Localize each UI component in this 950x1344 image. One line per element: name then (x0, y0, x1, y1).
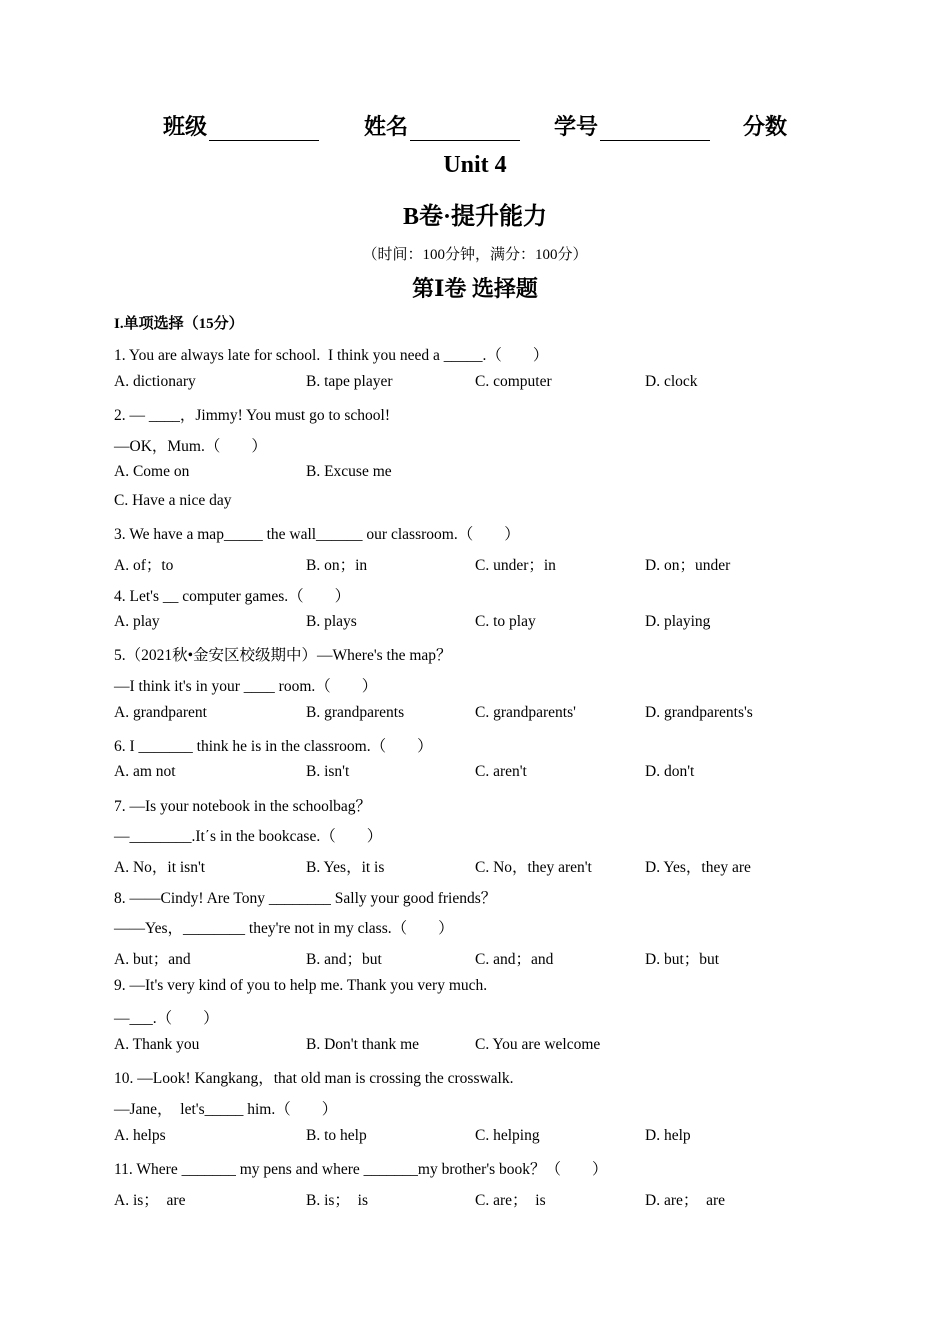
question-7: 7. —Is your notebook in the schoolbag？ (114, 798, 372, 815)
q5-option-b[interactable]: B. grandparents (306, 704, 405, 721)
student-id-field[interactable] (554, 110, 710, 141)
section-title: I.单项选择（15分） (114, 316, 244, 332)
name-label: 姓名 (364, 114, 409, 139)
q10-option-c[interactable]: C. helping (475, 1127, 540, 1144)
name-field[interactable] (364, 110, 520, 141)
q9-option-a[interactable]: A. Thank you (114, 1036, 200, 1053)
q11-option-d[interactable]: D. are； are (645, 1192, 726, 1209)
class-field[interactable] (163, 110, 319, 141)
question-10: 10. —Look! Kangkang，that old man is crossing the crosswalk. (114, 1070, 514, 1087)
q8-option-d[interactable]: D. but；but (645, 951, 720, 968)
q3-option-d[interactable]: D. on；under (645, 557, 731, 574)
q8-option-a[interactable]: A. but；and (114, 951, 191, 968)
q1-option-d[interactable]: D. clock (645, 373, 698, 390)
q2-option-a[interactable]: A. Come on (114, 463, 190, 480)
name-blank[interactable] (410, 118, 520, 141)
question-2-reply: —OK，Mum.（ ） (114, 438, 267, 455)
q11-option-a[interactable]: A. is； are (114, 1192, 186, 1209)
q6-option-c[interactable]: C. aren't (475, 763, 527, 780)
question-10-reply: —Jane， let's_____ him.（ ） (114, 1101, 338, 1118)
part-title: 第Ⅰ卷 选择题 (412, 276, 538, 301)
q2-option-b[interactable]: B. Excuse me (306, 463, 392, 480)
student-id-label: 学号 (554, 114, 599, 139)
score-field (743, 110, 787, 141)
q5-option-d[interactable]: D. grandparents's (645, 704, 753, 721)
question-7-reply: —________.It΄s in the bookcase.（ ） (114, 828, 383, 845)
question-5: 5.（2021秋•金安区校级期中）—Where's the map？ (114, 647, 452, 664)
q1-option-b[interactable]: B. tape player (306, 373, 393, 390)
q6-option-a[interactable]: A. am not (114, 763, 176, 780)
paper-title: B卷·提升能力 (402, 204, 547, 230)
q10-option-d[interactable]: D. help (645, 1127, 691, 1144)
q7-option-d[interactable]: D. Yes，they are (645, 859, 751, 876)
q4-option-d[interactable]: D. playing (645, 613, 711, 630)
question-9-reply: —___.（ ） (114, 1010, 219, 1027)
question-4: 4. Let's __ computer games.（ ） (114, 588, 351, 605)
q7-option-a[interactable]: A. No，it isn't (114, 859, 206, 876)
q8-option-c[interactable]: C. and；and (475, 951, 554, 968)
q3-option-a[interactable]: A. of；to (114, 557, 174, 574)
class-blank[interactable] (209, 118, 319, 141)
q4-option-b[interactable]: B. plays (306, 613, 357, 630)
q3-option-c[interactable]: C. under；in (475, 557, 556, 574)
q10-option-b[interactable]: B. to help (306, 1127, 367, 1144)
score-label: 分数 (743, 114, 788, 139)
q10-option-a[interactable]: A. helps (114, 1127, 166, 1144)
unit-title: Unit 4 (443, 152, 507, 178)
question-9: 9. —It's very kind of you to help me. Thank you very much. (114, 977, 488, 994)
question-1: 1. You are always late for school. I think you need a _____.（ ） (114, 347, 549, 364)
q7-option-c[interactable]: C. No，they aren't (475, 859, 592, 876)
question-11: 11. Where _______ my pens and where _______my brother's book？（ ） (114, 1161, 608, 1178)
q9-option-c[interactable]: C. You are welcome (475, 1036, 601, 1053)
student-id-blank[interactable] (600, 118, 710, 141)
q6-option-d[interactable]: D. don't (645, 763, 695, 780)
question-3: 3. We have a map_____ the wall______ our classroom.（ ） (114, 526, 520, 543)
q11-option-c[interactable]: C. are； is (475, 1192, 546, 1209)
q9-option-b[interactable]: B. Don't thank me (306, 1036, 420, 1053)
question-8: 8. ——Cindy! Are Tony ________ Sally your good friends？ (114, 890, 497, 907)
time-info: （时间：100分钟，满分：100分） (362, 247, 588, 263)
q1-option-a[interactable]: A. dictionary (114, 373, 196, 390)
q5-option-c[interactable]: C. grandparents' (475, 704, 576, 721)
q1-option-c[interactable]: C. computer (475, 373, 552, 390)
q6-option-b[interactable]: B. isn't (306, 763, 350, 780)
question-6: 6. I _______ think he is in the classroom.（ ） (114, 738, 433, 755)
question-8-reply: ——Yes，________ they're not in my class.（ ） (114, 920, 454, 937)
q8-option-b[interactable]: B. and；but (306, 951, 382, 968)
q4-option-a[interactable]: A. play (114, 613, 160, 630)
q11-option-b[interactable]: B. is； is (306, 1192, 369, 1209)
q3-option-b[interactable]: B. on；in (306, 557, 368, 574)
class-label: 班级 (163, 114, 208, 139)
q5-option-a[interactable]: A. grandparent (114, 704, 207, 721)
q7-option-b[interactable]: B. Yes，it is (306, 859, 385, 876)
student-info-row (0, 110, 950, 142)
question-5-reply: —I think it's in your ____ room.（ ） (114, 678, 378, 695)
q2-option-c[interactable]: C. Have a nice day (114, 492, 232, 509)
question-2: 2. — ____，Jimmy! You must go to school! (114, 407, 391, 424)
q4-option-c[interactable]: C. to play (475, 613, 536, 630)
